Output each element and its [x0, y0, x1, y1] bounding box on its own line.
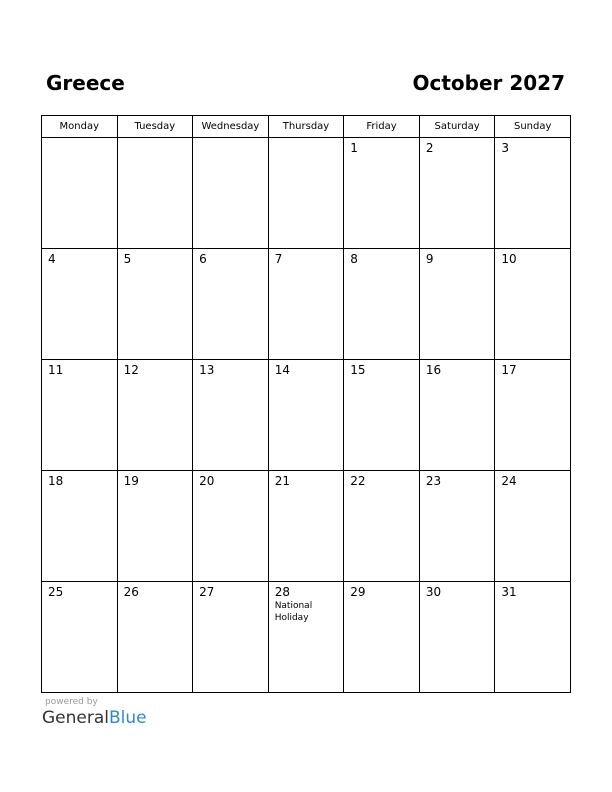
day-cell — [495, 582, 571, 693]
day-cell — [419, 471, 495, 582]
weekday-sunday: Sunday — [495, 116, 571, 138]
day-cell — [419, 582, 495, 693]
holiday-label: National — [274, 601, 313, 611]
day-cell — [193, 582, 269, 693]
day-cell — [495, 360, 571, 471]
weekday-monday: Monday — [42, 116, 118, 138]
day-cell — [419, 249, 495, 360]
day-cell — [42, 360, 118, 471]
day-number: 15 — [350, 363, 366, 377]
country-title: Greece — [46, 71, 125, 95]
day-number: 8 — [350, 252, 358, 266]
day-number: 11 — [48, 363, 64, 377]
day-cell — [344, 138, 420, 249]
day-number: 7 — [274, 252, 283, 266]
day-number: 18 — [48, 474, 64, 488]
empty-day-cell — [42, 138, 118, 249]
day-cell — [268, 249, 344, 360]
weekday-thursday: Thursday — [268, 116, 344, 138]
day-cell — [344, 360, 420, 471]
day-number: 3 — [501, 141, 510, 155]
day-cell — [193, 360, 269, 471]
weekday-tuesday: Tuesday — [117, 116, 193, 138]
day-cell — [117, 360, 193, 471]
day-number: 2 — [425, 141, 434, 155]
day-number: 6 — [199, 252, 207, 266]
day-cell — [117, 471, 193, 582]
day-cell — [344, 471, 420, 582]
day-number: 30 — [425, 585, 442, 599]
weekday-wednesday: Wednesday — [193, 116, 269, 138]
day-cell — [268, 471, 344, 582]
day-number: 25 — [48, 585, 64, 599]
day-number: 23 — [425, 474, 442, 488]
day-cell — [193, 249, 269, 360]
day-number: 1 — [350, 141, 358, 155]
day-cell — [42, 249, 118, 360]
day-cell — [268, 360, 344, 471]
day-cell — [193, 471, 269, 582]
logo-text-blue: Blue — [109, 708, 147, 728]
day-number: 29 — [350, 585, 366, 599]
day-cell — [419, 360, 495, 471]
weekday-friday: Friday — [344, 116, 420, 138]
empty-day-cell — [193, 138, 269, 249]
week-row — [42, 471, 571, 582]
day-number: 19 — [123, 474, 139, 488]
day-cell — [344, 249, 420, 360]
day-number: 4 — [48, 252, 56, 266]
calendar-body — [42, 138, 571, 693]
day-number: 31 — [501, 585, 517, 599]
day-number: 27 — [199, 585, 215, 599]
holiday-label: Holiday — [274, 613, 309, 623]
day-number: 26 — [123, 585, 139, 599]
day-number: 10 — [501, 252, 517, 266]
day-number: 14 — [274, 363, 290, 377]
day-number: 16 — [425, 363, 442, 377]
day-number: 21 — [274, 474, 290, 488]
empty-day-cell — [117, 138, 193, 249]
week-row — [42, 360, 571, 471]
month-title: October 2027 — [412, 71, 565, 95]
generalblue-logo[interactable] — [42, 708, 147, 728]
day-number: 24 — [501, 474, 517, 488]
day-cell — [268, 582, 344, 693]
day-number: 13 — [199, 363, 215, 377]
powered-by-label: powered by — [45, 697, 98, 707]
calendar-grid — [41, 115, 571, 693]
day-number: 5 — [123, 252, 132, 266]
weekday-header-row — [42, 116, 571, 138]
day-cell — [117, 249, 193, 360]
weekday-saturday: Saturday — [419, 116, 495, 138]
day-cell — [495, 471, 571, 582]
day-number: 28 — [274, 585, 290, 599]
day-cell — [42, 471, 118, 582]
day-number: 12 — [123, 363, 139, 377]
day-cell — [495, 138, 571, 249]
day-number: 9 — [425, 252, 434, 266]
day-cell — [495, 249, 571, 360]
day-cell — [344, 582, 420, 693]
day-cell — [42, 582, 118, 693]
week-row — [42, 249, 571, 360]
day-cell — [117, 582, 193, 693]
day-cell — [419, 138, 495, 249]
logo-text-general: General — [42, 708, 109, 728]
empty-day-cell — [268, 138, 344, 249]
day-number: 22 — [350, 474, 366, 488]
day-number: 20 — [199, 474, 215, 488]
week-row — [42, 582, 571, 693]
day-number: 17 — [501, 363, 517, 377]
week-row — [42, 138, 571, 249]
